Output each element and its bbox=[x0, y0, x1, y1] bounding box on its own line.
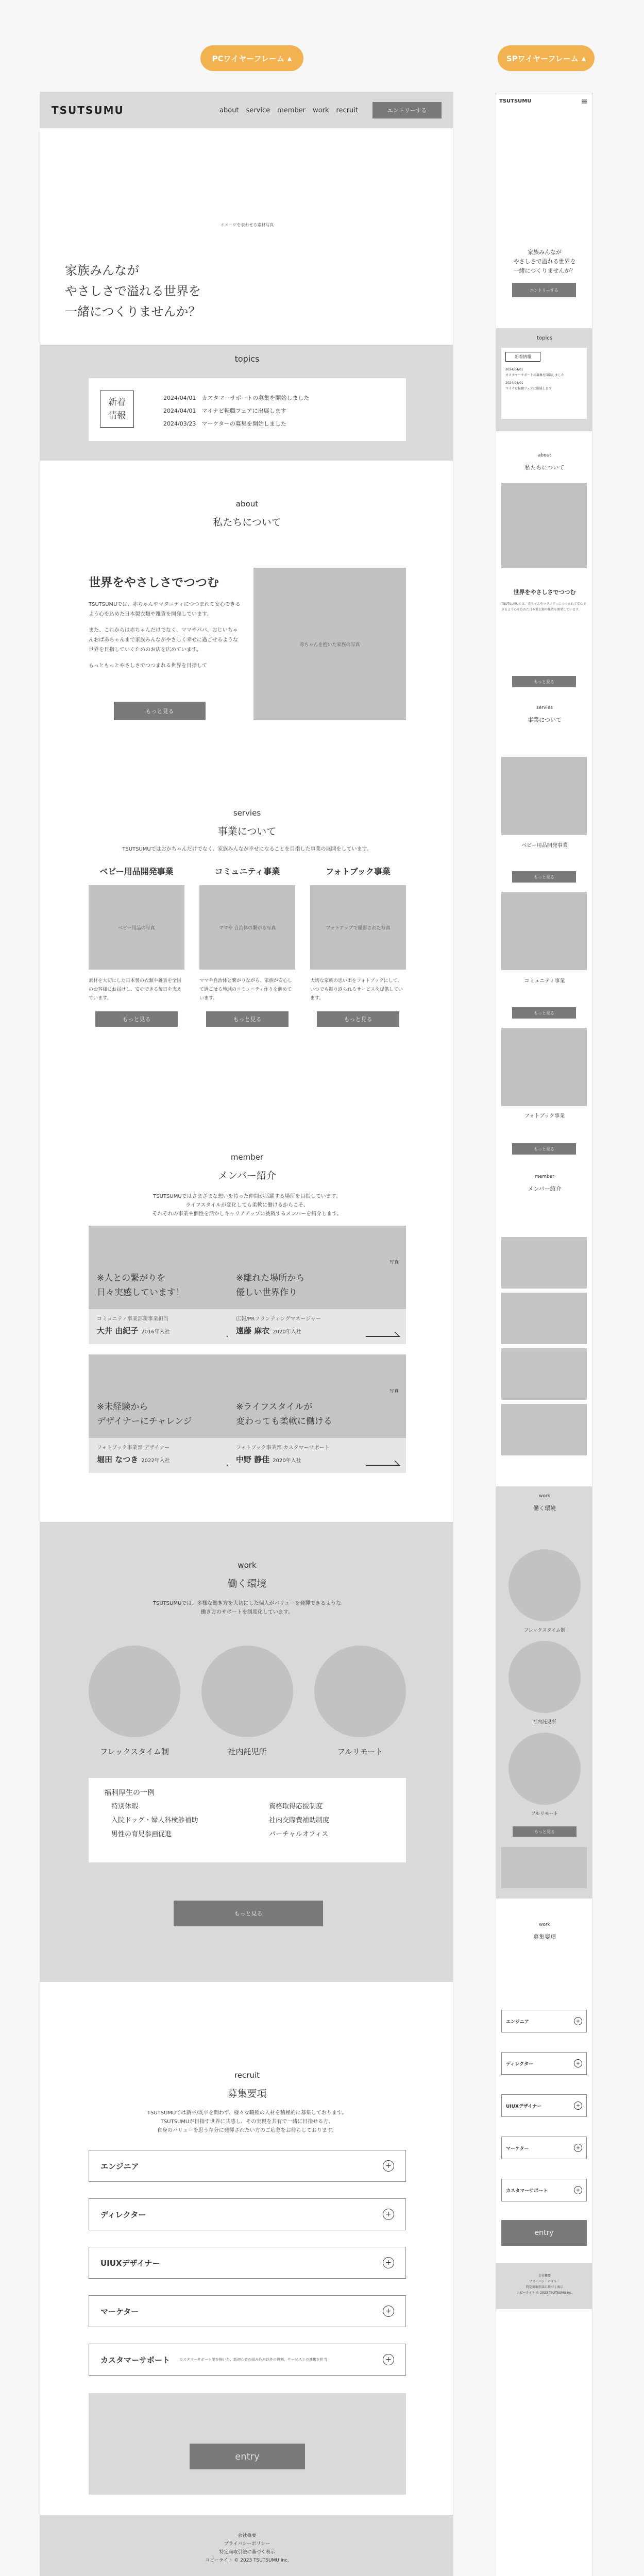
footer-privacy[interactable]: プライバシーポリシー bbox=[224, 2541, 270, 2547]
plus-icon: + bbox=[574, 2186, 582, 2194]
global-nav bbox=[219, 102, 442, 118]
entry-big-button[interactable]: entry bbox=[190, 2444, 305, 2469]
topics-section bbox=[40, 345, 453, 461]
sp-job-accordion[interactable]: エンジニア + bbox=[501, 2010, 587, 2032]
plus-icon: + bbox=[383, 2306, 394, 2317]
service-photo: ママや 自治体の繋がる写真 bbox=[199, 885, 295, 970]
hero-image-note: イメージを表わせる素材写真 bbox=[220, 223, 274, 227]
service-lead: TSUTSUMUではおかちゃんだけでなく、家族みんなが幸せになることを目指した事業の展開をしています。 bbox=[122, 846, 372, 852]
plus-icon: + bbox=[383, 2209, 394, 2220]
topic-item[interactable]: 2024/04/01 マイナビ転職フェアに出展します bbox=[163, 408, 286, 414]
sp-work-more[interactable]: もっと見る bbox=[513, 1826, 577, 1837]
sp-hero-title: 家族みんなが やさしさで溢れる世界を 一緒につくりませんか？ bbox=[513, 249, 576, 274]
benefits-title: 福利厚生の一例 bbox=[104, 1789, 155, 1797]
arrow-icon bbox=[361, 1332, 400, 1337]
sp-wireframe-tag: SPワイヤーフレーム ▲ bbox=[498, 45, 595, 71]
sp-footer: 会社概要 プライバシーポリシー 特定商取引法に基づく表示 コピーライト © 2023 TSUTSUMU inc. bbox=[496, 2263, 592, 2309]
member-ja: メンバー紹介 bbox=[218, 1170, 276, 1181]
work-item: フルリモート bbox=[337, 1747, 383, 1756]
sp-topics-box: 新着情報 2024/04/01 カスタマーサポートの募集を開始しました 2024/04/01 マイナビ転職フェアに出展します bbox=[501, 348, 587, 419]
pc-frame bbox=[40, 92, 453, 2576]
work-item: フレックスタイム制 bbox=[100, 1747, 169, 1756]
sp-service-more[interactable]: もっと見る bbox=[512, 1143, 576, 1155]
sp-work-item: フレックスタイム制 bbox=[523, 1628, 566, 1633]
sp-work-photo bbox=[509, 1733, 581, 1805]
sp-about-text: TSUTSUMUでは、赤ちゃんやマタニティにつつまれて安心できるよう心を込めた日本製衣類や雑貨を開発しています。 bbox=[501, 602, 586, 612]
sp-service-ja: 事業について bbox=[528, 717, 562, 723]
sp-service-more[interactable]: もっと見る bbox=[512, 1007, 576, 1019]
member-section bbox=[40, 1143, 453, 1522]
topic-item[interactable]: 2024/03/23 マーケターの募集を開始しました bbox=[163, 420, 286, 427]
topics-heading: topics bbox=[234, 354, 260, 364]
sp-logo[interactable]: TSUTSUMU bbox=[499, 98, 532, 104]
sp-about-ja: 私たちについて bbox=[524, 464, 565, 471]
sp-service-title: フォトブック事業 bbox=[524, 1113, 565, 1119]
sp-job-accordion[interactable]: カスタマーサポート + bbox=[501, 2179, 587, 2201]
header bbox=[40, 92, 453, 128]
service-en: servies bbox=[233, 808, 261, 818]
service-more-button[interactable]: もっと見る bbox=[95, 1011, 178, 1027]
plus-icon: + bbox=[574, 2102, 582, 2110]
hamburger-icon[interactable]: ≡ bbox=[581, 96, 588, 106]
pc-wireframe-tag: PCワイヤーフレーム ▲ bbox=[200, 45, 303, 71]
nav-work[interactable]: work bbox=[313, 106, 329, 114]
nav-about[interactable]: about bbox=[219, 106, 239, 114]
sp-work-item: 社内託児所 bbox=[533, 1720, 556, 1725]
work-photo bbox=[89, 1646, 180, 1737]
footer-copyright: コピーライト © 2023 TSUTSUMU inc. bbox=[205, 2558, 289, 2563]
sp-about-photo bbox=[501, 483, 587, 568]
benefits-left: 特別休暇 入院ドッグ・婦人科検診補助 男性の育児参画促進 bbox=[111, 1803, 198, 1838]
sp-recruit-ja: 募集要項 bbox=[533, 1934, 556, 1940]
about-section bbox=[40, 461, 453, 816]
work-ja: 働く環境 bbox=[227, 1578, 267, 1589]
member-card[interactable]: 写真 ※離れた場所から 優しい世界作り 広報/PRフランティングマネージャー 遠藤 麻衣 2020年入社 bbox=[228, 1226, 406, 1344]
sp-service-more[interactable]: もっと見る bbox=[512, 871, 576, 883]
service-ja: 事業について bbox=[217, 826, 277, 837]
footer-law[interactable]: 特定商取引法に基づく表示 bbox=[219, 2550, 275, 2555]
nav-service[interactable]: service bbox=[246, 106, 270, 114]
about-photo: 赤ちゃんを抱いた家族の写真 bbox=[253, 568, 406, 720]
work-more-button[interactable]: もっと見る bbox=[174, 1901, 323, 1926]
work-lead: TSUTSUMUでは、多様な働き方を大切にした個人がバリューを発揮できるような 働き方のサポートを制度化しています。 bbox=[152, 1601, 342, 1615]
sp-service-en: servies bbox=[536, 705, 553, 710]
topics-list bbox=[163, 392, 309, 430]
member-en: member bbox=[230, 1153, 264, 1162]
logo[interactable]: TSUTSUMU bbox=[52, 104, 124, 116]
sp-recruit-en: work bbox=[539, 1922, 550, 1927]
about-en: about bbox=[235, 499, 259, 509]
sp-about-title: 世界をやさしさでつつむ bbox=[513, 589, 576, 596]
service-card: コミュニティ事業 ママや 自治体の繋がる写真 ママや自治体と繋がりながら、家族が安心して過ごせる地域のコミュニティ作りを進めています。 もっと見る bbox=[199, 865, 295, 1027]
sp-topics-label: 新着情報 bbox=[505, 352, 540, 362]
plus-icon: + bbox=[574, 2017, 582, 2025]
service-more-button[interactable]: もっと見る bbox=[206, 1011, 289, 1027]
recruit-en: recruit bbox=[234, 2071, 260, 2080]
benefits-right: 資格取得応援制度 社内交際費補助制度 バーチャルオフィス bbox=[269, 1803, 330, 1838]
plus-icon: + bbox=[383, 2354, 394, 2365]
job-accordion[interactable]: ディレクター + bbox=[89, 2198, 406, 2230]
member-lead: TSUTSUMUではさまざまな想いを持った仲間が活躍する場所を目指しています。 ライフスタイルが変化しても柔軟に働けるからこそ、 それぞれの事業や個性を活かしキャリアアップに挑戦するメンバーを紹介します。 bbox=[152, 1194, 342, 1217]
topic-item[interactable]: 2024/04/01 カスタマーサポートの募集を開始しました bbox=[163, 395, 310, 401]
sp-service-title: ベビー用品開発事業 bbox=[521, 843, 568, 849]
job-accordion[interactable]: UIUXデザイナー + bbox=[89, 2247, 406, 2279]
sp-work bbox=[496, 1486, 592, 1899]
work-photo bbox=[314, 1646, 406, 1737]
recruit-section bbox=[40, 1982, 453, 2487]
service-section bbox=[40, 798, 453, 1159]
hero-title: 家族みんなが やさしさで溢れる世界を 一緒につくりませんか？ bbox=[65, 263, 201, 319]
work-en: work bbox=[238, 1561, 257, 1570]
sp-work-en: work bbox=[539, 1494, 550, 1499]
member-card[interactable]: ※人との繋がりを 日々実感しています！ コミュニティ事業部新事業担当 大井 由紀子 2016年入社 bbox=[89, 1226, 267, 1344]
job-accordion[interactable]: カスタマーサポート カスタマーサポート業を描いた、新初心者の組み込み以外の役割、サービスとの連携を担当 + bbox=[89, 2344, 406, 2376]
about-title: 世界をやさしさでつつむ bbox=[89, 576, 219, 589]
plus-icon: + bbox=[574, 2059, 582, 2067]
footer-company[interactable]: 会社概要 bbox=[238, 2533, 257, 2538]
sp-member-card[interactable] bbox=[501, 1293, 587, 1344]
sp-frame bbox=[496, 92, 592, 2576]
sp-member-card[interactable] bbox=[501, 1237, 587, 1289]
service-photo: ベビー用品の写真 bbox=[89, 885, 184, 970]
service-photo: フォトアップで撮影された写真 bbox=[310, 885, 406, 970]
sp-entry-big-button[interactable]: entry bbox=[501, 2220, 587, 2246]
member-card[interactable]: ※未経験から デザイナーにチャレンジ フォトブック事業部 デザイナー 堀田 なつき 2022年入社 bbox=[89, 1354, 267, 1473]
plus-icon: + bbox=[574, 2144, 582, 2152]
sp-work-item: フルリモート bbox=[531, 1811, 558, 1817]
sp-service-photo bbox=[501, 757, 587, 835]
topics-label: 新着 情報 bbox=[100, 391, 134, 428]
plus-icon: + bbox=[383, 2257, 394, 2268]
sp-member-ja: メンバー紹介 bbox=[528, 1185, 562, 1192]
sp-member-card[interactable] bbox=[501, 1404, 587, 1455]
job-accordion[interactable]: マーケター + bbox=[89, 2295, 406, 2327]
work-section bbox=[40, 1522, 453, 1982]
entry-button[interactable]: エントリーする bbox=[372, 102, 442, 118]
sp-service-photo bbox=[501, 892, 587, 970]
member-card[interactable]: 写真 ※ライフスタイルが 変わっても柔軟に働ける フォトブック事業部 カスタマーサポート 中野 静佳 2020年入社 bbox=[228, 1354, 406, 1473]
sp-about-en: about bbox=[538, 453, 551, 458]
job-accordion[interactable]: エンジニア + bbox=[89, 2150, 406, 2182]
arrow-icon bbox=[361, 1461, 400, 1466]
sp-member-card[interactable] bbox=[501, 1348, 587, 1400]
sp-work-photo bbox=[509, 1641, 581, 1713]
nav-member[interactable]: member bbox=[277, 106, 306, 114]
footer bbox=[40, 2515, 453, 2576]
sp-job-accordion[interactable]: UIUXデザイナー + bbox=[501, 2094, 587, 2117]
sp-topics bbox=[496, 328, 592, 431]
plus-icon: + bbox=[383, 2160, 394, 2172]
about-ja: 私たちについて bbox=[213, 517, 281, 528]
sp-work-slider[interactable] bbox=[501, 1847, 587, 1888]
sp-work-ja: 働く環境 bbox=[533, 1505, 556, 1512]
service-more-button[interactable]: もっと見る bbox=[317, 1011, 399, 1027]
sp-job-accordion[interactable]: マーケター + bbox=[501, 2137, 587, 2159]
hero bbox=[40, 128, 453, 345]
work-item: 社内託児所 bbox=[228, 1747, 267, 1756]
sp-entry-button[interactable]: エントリーする bbox=[512, 283, 576, 297]
work-photo bbox=[201, 1646, 293, 1737]
recruit-lead: TSUTSUMUでは新卒/既卒を問わず、様々な職種の人材を積極的に募集しております。 TSUTSUMUが目指す世界に共感し、その実現を共有で一緒に目指せる方、 自身のバリューを思う存分に発揮されたい方のご応募をお待ちしております。 bbox=[147, 2110, 347, 2133]
sp-member-en: member bbox=[534, 1174, 555, 1179]
sp-service-photo bbox=[501, 1028, 587, 1106]
sp-job-accordion[interactable]: ディレクター + bbox=[501, 2052, 587, 2075]
recruit-ja: 募集要項 bbox=[227, 2088, 267, 2099]
sp-about-more[interactable]: もっと見る bbox=[512, 676, 576, 687]
sp-work-photo bbox=[509, 1549, 581, 1621]
service-card: ベビー用品開発事業 ベビー用品の写真 素材を大切にした日本製の衣類や雑貨を全国のお客様にお届けし、安心できる毎日を支えています。 もっと見る bbox=[89, 865, 184, 1027]
about-more-button[interactable]: もっと見る bbox=[114, 702, 206, 720]
service-card: フォトブック事業 フォトアップで撮影された写真 大切な家族の思い出をフォトブックにして、いつでも振り返られるサービスを提供しています。 もっと見る bbox=[310, 865, 406, 1027]
sp-topics-heading: topics bbox=[537, 335, 552, 341]
about-text: TSUTSUMUでは、赤ちゃんやマタニティにつつまれて安心できるよう心を込めた日本製衣類や雑貨を開発しています。 また、これからは赤ちゃんだけでなく、ママやパパ、おじいちゃんおばあちゃんまで家族みんながやさしく幸せに過ごせるような世界を目指していくためのお店を広めています。 もっともっとやさしさでつつまれる世界を目指して bbox=[89, 602, 241, 669]
topics-box bbox=[89, 378, 406, 441]
nav-recruit[interactable]: recruit bbox=[336, 106, 358, 114]
benefits-box bbox=[89, 1778, 406, 1862]
entry-area bbox=[89, 2393, 406, 2495]
sp-service-title: コミュニティ事業 bbox=[524, 978, 565, 984]
